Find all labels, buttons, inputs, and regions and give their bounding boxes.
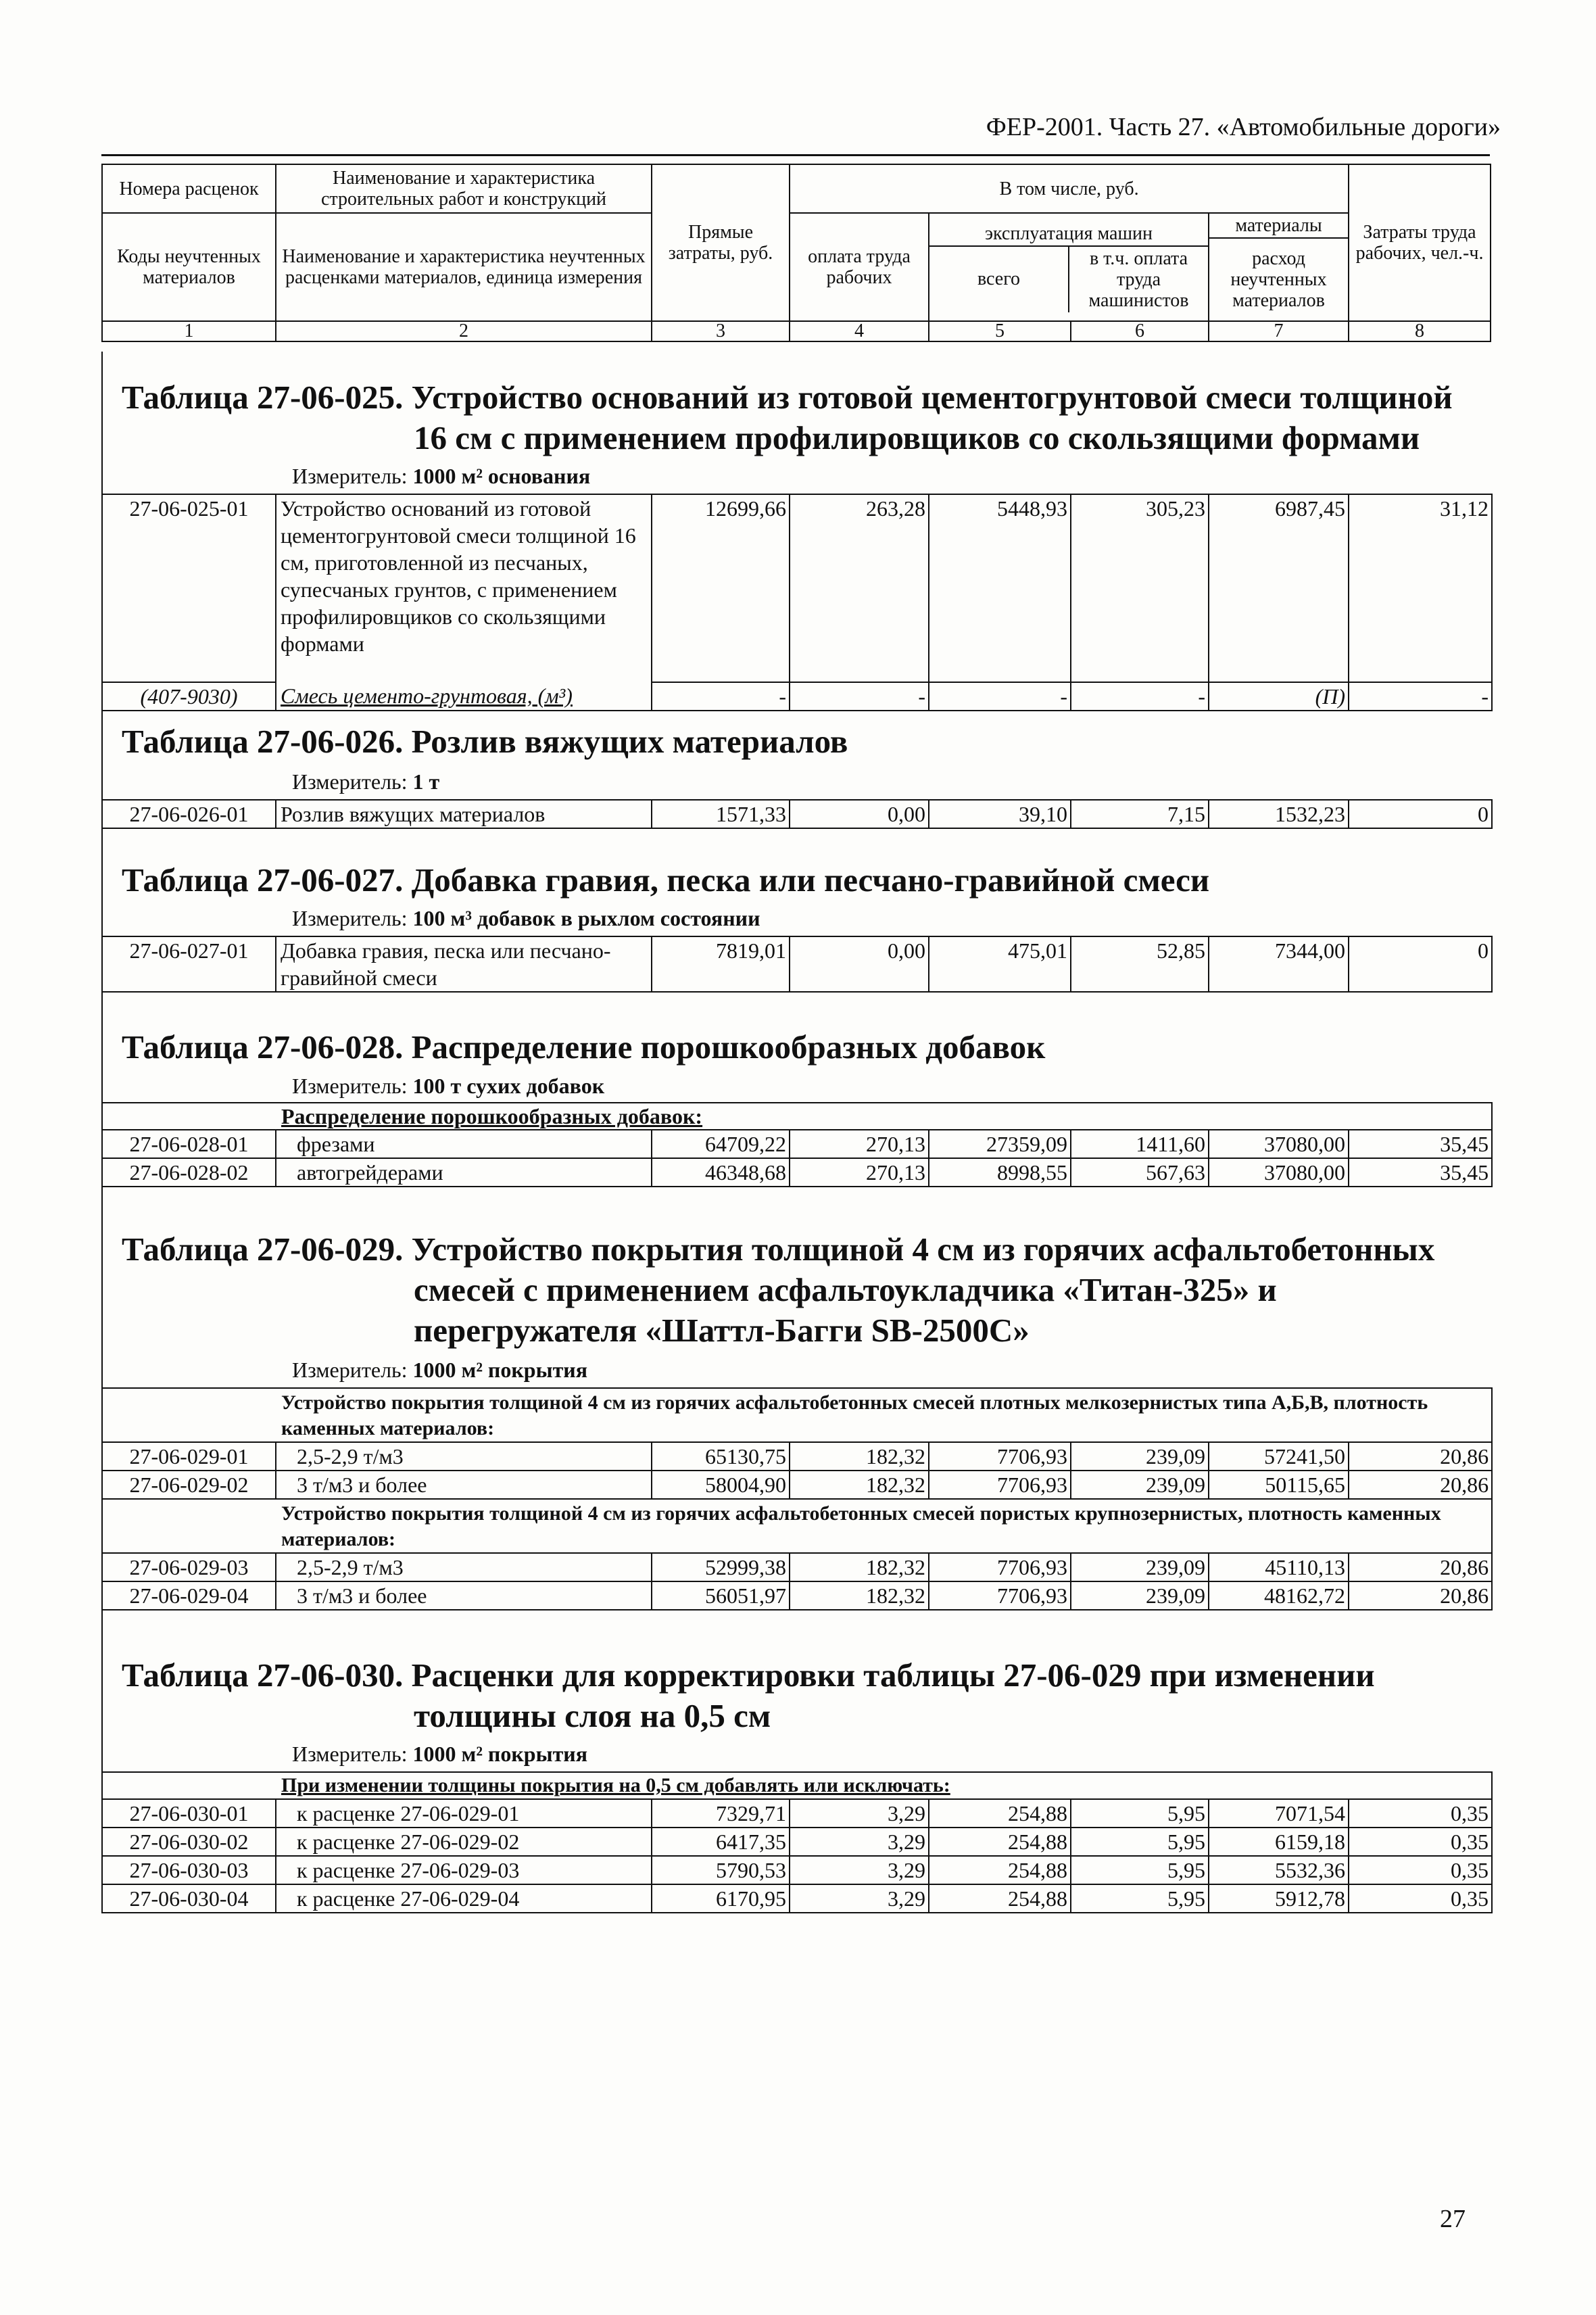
- measure-line: Измеритель: 100 м³ добавок в рыхлом состоянии: [292, 906, 760, 930]
- col-number: 3: [652, 321, 790, 341]
- direct-cost: 56051,97: [652, 1581, 790, 1610]
- machinist-wages: 1411,60: [1071, 1130, 1209, 1158]
- section-title: Таблица 27-06-029. Устройство покрытия толщиной 4 см из горячих асфальтобетонных смесей с применением асфальтоукладчика «Титан-325» и перегружателя «Шаттл-Багги SB-2500С»: [122, 1231, 1435, 1349]
- materials-cost: 6159,18: [1209, 1828, 1349, 1856]
- rate-name: фрезами: [276, 1130, 652, 1158]
- table-row: [102, 494, 1492, 682]
- col-number: 7: [1209, 321, 1349, 341]
- group-row: [102, 1103, 1492, 1130]
- table-row: [102, 682, 1492, 711]
- rate-code: 27-06-029-04: [102, 1581, 276, 1610]
- rate-name: 2,5-2,9 т/м3: [276, 1442, 652, 1471]
- machinist-wages: 239,09: [1071, 1442, 1209, 1471]
- including-header: В том числе, руб.: [790, 164, 1349, 213]
- rate-code: 27-06-025-01: [102, 494, 276, 682]
- materials-header: материалы: [1209, 214, 1348, 239]
- rate-code: 27-06-030-04: [102, 1884, 276, 1913]
- col-number: 1: [102, 321, 276, 341]
- labor-hours: 0: [1349, 800, 1492, 828]
- materials-cost: 5532,36: [1209, 1856, 1349, 1884]
- rate-code: 27-06-030-01: [102, 1799, 276, 1828]
- rate-name: 2,5-2,9 т/м3: [276, 1553, 652, 1581]
- group-row: [102, 1388, 1492, 1442]
- col-number: 6: [1071, 321, 1209, 341]
- group-row: [102, 1772, 1492, 1799]
- col1-bottom-header: Коды неучтенных материалов: [102, 213, 276, 321]
- material-name: Смесь цементо-грунтовая, (м³): [276, 682, 652, 711]
- machinist-wages: 5,95: [1071, 1884, 1209, 1913]
- table-row: [102, 1130, 1492, 1158]
- materials-sub-header: расход неучтенных материалов: [1230, 248, 1327, 311]
- machines-cost: 254,88: [929, 1884, 1071, 1913]
- rate-code: 27-06-026-01: [102, 800, 276, 828]
- wages-cost: 270,13: [790, 1158, 929, 1187]
- rate-name: Устройство оснований из готовой цементогрунтовой смеси толщиной 16 см, приготовленной из песчаных, супесчаных грунтов, с применением профилировщиков со скользящими формами: [276, 494, 652, 682]
- machines-header: эксплуатация машин: [929, 222, 1208, 247]
- machinist-wages: 52,85: [1071, 936, 1209, 992]
- materials-cost: 37080,00: [1209, 1130, 1349, 1158]
- rate-name: Розлив вяжущих материалов: [276, 800, 652, 828]
- direct-cost: 12699,66: [652, 494, 790, 682]
- table-row: [102, 1553, 1492, 1581]
- wages-cost: 3,29: [790, 1828, 929, 1856]
- rate-code: 27-06-030-02: [102, 1828, 276, 1856]
- column-header-table: [101, 164, 1491, 342]
- measure-line: Измеритель: 1000 м² основания: [292, 464, 591, 488]
- labor-header: Затраты труда рабочих, чел.-ч.: [1349, 164, 1491, 321]
- rate-code: 27-06-030-03: [102, 1856, 276, 1884]
- labor-hours: -: [1349, 682, 1492, 711]
- rates-table: [101, 494, 1493, 711]
- direct-cost: 6170,95: [652, 1884, 790, 1913]
- direct-cost: 64709,22: [652, 1130, 790, 1158]
- table-row: [102, 1471, 1492, 1499]
- machines-cost: 7706,93: [929, 1471, 1071, 1499]
- materials-cost: 7071,54: [1209, 1799, 1349, 1828]
- header-rule: [101, 154, 1490, 156]
- group-title: Распределение порошкообразных добавок:: [276, 1103, 1492, 1130]
- section-title: Таблица 27-06-027. Добавка гравия, песка или песчано-гравийной смеси: [122, 861, 1210, 899]
- machinist-wages: 5,95: [1071, 1856, 1209, 1884]
- labor-hours: 0,35: [1349, 1799, 1492, 1828]
- labor-hours: 20,86: [1349, 1471, 1492, 1499]
- materials-cost: 6987,45: [1209, 494, 1349, 682]
- measure-line: Измеритель: 1 т: [292, 769, 440, 794]
- table-row: [102, 1884, 1492, 1913]
- machines-cost: 254,88: [929, 1828, 1071, 1856]
- wages-cost: 182,32: [790, 1581, 929, 1610]
- wages-cost: 0,00: [790, 936, 929, 992]
- page-number: 27: [1440, 2205, 1466, 2233]
- machines-cost: 254,88: [929, 1799, 1071, 1828]
- labor-hours: 20,86: [1349, 1442, 1492, 1471]
- measure-line: Измеритель: 1000 м² покрытия: [292, 1742, 588, 1766]
- wages-cost: 3,29: [790, 1884, 929, 1913]
- measure-line: Измеритель: 100 т сухих добавок: [292, 1074, 605, 1098]
- rates-table: [101, 936, 1493, 993]
- direct-cost: -: [652, 682, 790, 711]
- labor-hours: 0,35: [1349, 1856, 1492, 1884]
- labor-hours: 20,86: [1349, 1581, 1492, 1610]
- rate-name: 3 т/м3 и более: [276, 1581, 652, 1610]
- direct-cost: 7329,71: [652, 1799, 790, 1828]
- rates-table: [101, 1771, 1493, 1913]
- section-title: Таблица 27-06-026. Розлив вяжущих материалов: [122, 723, 848, 760]
- direct-cost: 65130,75: [652, 1442, 790, 1471]
- section-title: Таблица 27-06-030. Расценки для корректировки таблицы 27-06-029 при изменении толщины слоя на 0,5 см: [122, 1656, 1375, 1734]
- machines-cost: 5448,93: [929, 494, 1071, 682]
- direct-cost: 52999,38: [652, 1553, 790, 1581]
- rate-code: 27-06-028-02: [102, 1158, 276, 1187]
- col2-bottom-header: Наименование и характеристика неучтенных расценками материалов, единица измерения: [276, 213, 652, 321]
- wages-cost: 270,13: [790, 1130, 929, 1158]
- table-row: [102, 1442, 1492, 1471]
- rate-code: 27-06-027-01: [102, 936, 276, 992]
- materials-cost: 7344,00: [1209, 936, 1349, 992]
- machines-cost: 254,88: [929, 1856, 1071, 1884]
- machinist-wages: 239,09: [1071, 1553, 1209, 1581]
- wages-cost: 0,00: [790, 800, 929, 828]
- machines-cost: 27359,09: [929, 1130, 1071, 1158]
- rates-table: [101, 799, 1493, 829]
- section-title: Таблица 27-06-028. Распределение порошкообразных добавок: [122, 1028, 1046, 1066]
- wages-cost: 182,32: [790, 1553, 929, 1581]
- machinist-wages: 5,95: [1071, 1828, 1209, 1856]
- machinist-wages: 305,23: [1071, 494, 1209, 682]
- machinist-wages: 239,09: [1071, 1471, 1209, 1499]
- materials-cost: (П): [1209, 682, 1349, 711]
- rate-name: к расценке 27-06-029-02: [276, 1828, 652, 1856]
- rate-name: 3 т/м3 и более: [276, 1471, 652, 1499]
- rates-table: [101, 1387, 1493, 1610]
- table-row: [102, 1581, 1492, 1610]
- machines-cost: 7706,93: [929, 1581, 1071, 1610]
- section-title: Таблица 27-06-025. Устройство оснований из готовой цементогрунтовой смеси толщиной 16 см с применением профилировщиков со скользящими формами: [122, 379, 1453, 456]
- rate-code: 27-06-029-01: [102, 1442, 276, 1471]
- col-number: 2: [276, 321, 652, 341]
- labor-hours: 35,45: [1349, 1158, 1492, 1187]
- rate-name: к расценке 27-06-029-01: [276, 1799, 652, 1828]
- running-header: ФЕР-2001. Часть 27. «Автомобильные дороги»: [986, 113, 1501, 141]
- group-title: При изменении толщины покрытия на 0,5 см добавлять или исключать:: [276, 1772, 1492, 1799]
- direct-cost: 6417,35: [652, 1828, 790, 1856]
- col-number: 8: [1349, 321, 1491, 341]
- materials-cost: 5912,78: [1209, 1884, 1349, 1913]
- materials-cost: 45110,13: [1209, 1553, 1349, 1581]
- machines-cost: -: [929, 682, 1071, 711]
- machinist-wages: 5,95: [1071, 1799, 1209, 1828]
- labor-hours: 0,35: [1349, 1828, 1492, 1856]
- group-title: Устройство покрытия толщиной 4 см из горячих асфальтобетонных смесей пористых крупнозернистых, плотность каменных материалов:: [276, 1499, 1492, 1553]
- machinist-wages: 567,63: [1071, 1158, 1209, 1187]
- machines-cost: 7706,93: [929, 1553, 1071, 1581]
- labor-hours: 35,45: [1349, 1130, 1492, 1158]
- labor-hours: 0,35: [1349, 1884, 1492, 1913]
- machines-cost: 8998,55: [929, 1158, 1071, 1187]
- col-number: 4: [790, 321, 929, 341]
- direct-cost: 5790,53: [652, 1856, 790, 1884]
- machines-cost: 7706,93: [929, 1442, 1071, 1471]
- direct-cost: 58004,90: [652, 1471, 790, 1499]
- table-row: [102, 1158, 1492, 1187]
- materials-cost: 37080,00: [1209, 1158, 1349, 1187]
- table-row: [102, 936, 1492, 992]
- materials-cost: 1532,23: [1209, 800, 1349, 828]
- col2-top-header: Наименование и характеристика строительных работ и конструкций: [276, 164, 652, 213]
- direct-cost: 7819,01: [652, 936, 790, 992]
- rate-code: 27-06-029-02: [102, 1471, 276, 1499]
- labor-hours: 31,12: [1349, 494, 1492, 682]
- materials-cost: 50115,65: [1209, 1471, 1349, 1499]
- wages-cost: 3,29: [790, 1856, 929, 1884]
- col3-header: Прямые затраты, руб.: [652, 164, 790, 321]
- machines-wages-header: в т.ч. оплата труда машинистов: [1088, 248, 1189, 311]
- wages-cost: 182,32: [790, 1471, 929, 1499]
- machinist-wages: 239,09: [1071, 1581, 1209, 1610]
- table-row: [102, 1799, 1492, 1828]
- direct-cost: 1571,33: [652, 800, 790, 828]
- machines-cost: 39,10: [929, 800, 1071, 828]
- materials-cost: 57241,50: [1209, 1442, 1349, 1471]
- rate-name: к расценке 27-06-029-04: [276, 1884, 652, 1913]
- table-row: [102, 800, 1492, 828]
- col-number: 5: [929, 321, 1071, 341]
- wages-cost: -: [790, 682, 929, 711]
- rate-name: Добавка гравия, песка или песчано-гравийной смеси: [276, 936, 652, 992]
- table-row: [102, 1828, 1492, 1856]
- labor-hours: 0: [1349, 936, 1492, 992]
- rate-name: автогрейдерами: [276, 1158, 652, 1187]
- material-code: (407-9030): [102, 682, 276, 711]
- wages-header: оплата труда рабочих: [790, 213, 929, 321]
- group-row: [102, 1499, 1492, 1553]
- rate-code: 27-06-028-01: [102, 1130, 276, 1158]
- wages-cost: 3,29: [790, 1799, 929, 1828]
- labor-hours: 20,86: [1349, 1553, 1492, 1581]
- rate-code: 27-06-029-03: [102, 1553, 276, 1581]
- direct-cost: 46348,68: [652, 1158, 790, 1187]
- materials-cost: 48162,72: [1209, 1581, 1349, 1610]
- machines-cost: 475,01: [929, 936, 1071, 992]
- group-title: Устройство покрытия толщиной 4 см из горячих асфальтобетонных смесей плотных мелкозернистых типа А,Б,В, плотность каменных материалов:: [276, 1388, 1492, 1442]
- col1-top-header: Номера расценок: [102, 164, 276, 213]
- machines-total-header: всего: [929, 247, 1069, 312]
- measure-line: Измеритель: 1000 м² покрытия: [292, 1358, 588, 1382]
- rate-name: к расценке 27-06-029-03: [276, 1856, 652, 1884]
- wages-cost: 263,28: [790, 494, 929, 682]
- machinist-wages: -: [1071, 682, 1209, 711]
- rates-table: [101, 1102, 1493, 1187]
- machinist-wages: 7,15: [1071, 800, 1209, 828]
- table-row: [102, 1856, 1492, 1884]
- wages-cost: 182,32: [790, 1442, 929, 1471]
